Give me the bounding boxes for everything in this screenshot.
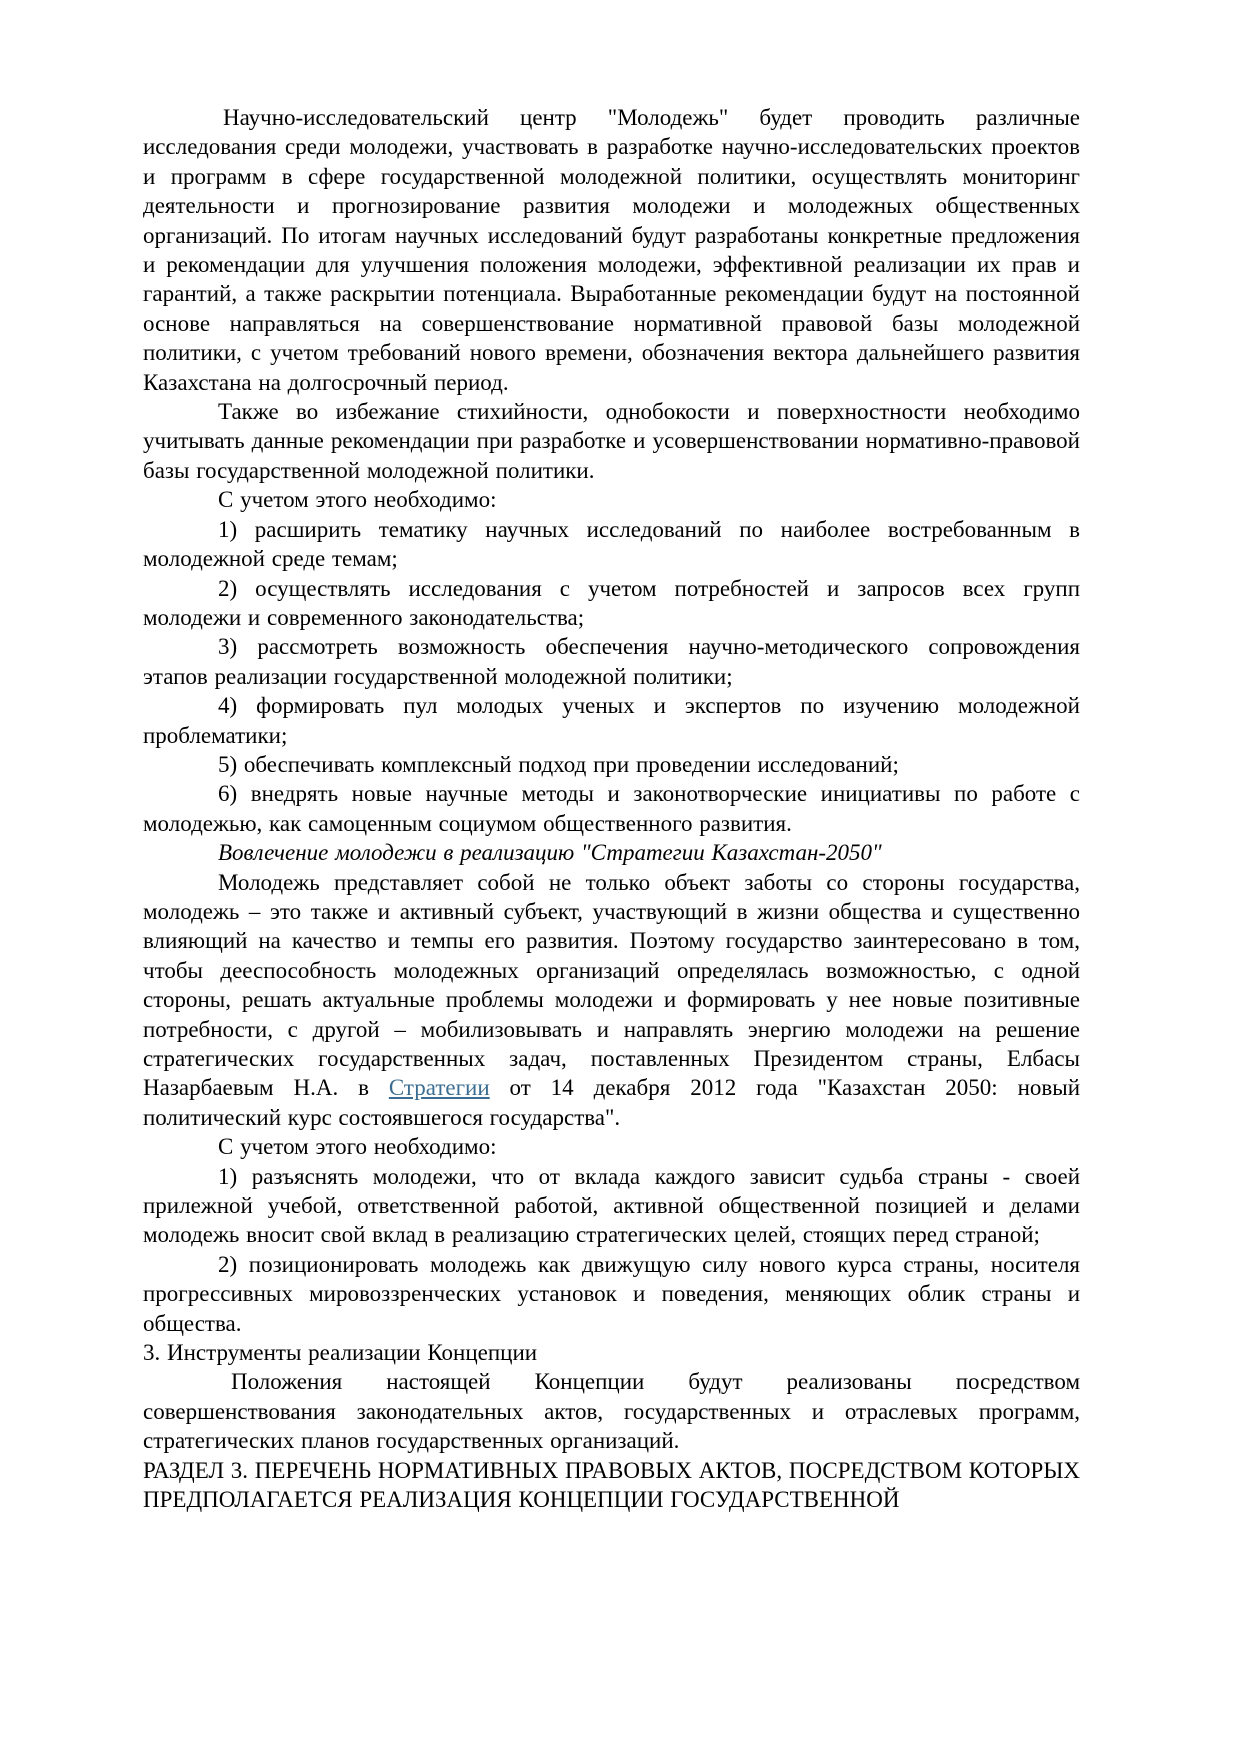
list-item-2-2: 2) позиционировать молодежь как движущую силу нового курса страны, носителя прогрессивных мировоззренческих установок и поведения, меняющих облик страны и общества. — [143, 1251, 1080, 1336]
paragraph-implementation: Положения настоящей Концепции будут реализованы посредством совершенствования законодательных актов, государственных и отраслевых программ, стратегических планов государственных организаций. — [143, 1369, 1080, 1454]
paragraph-youth-subject — [143, 868, 1080, 1133]
list-item-1-2: 2) осуществлять исследования с учетом потребностей и запросов всех групп молодежи и современного законодательства; — [143, 575, 1080, 630]
list-item-1-5: 5) обеспечивать комплексный подход при проведении исследований; — [218, 751, 899, 777]
list-intro-1: С учетом этого необходимо: — [218, 487, 497, 513]
paragraph-youth-subject-text: Молодежь представляет собой не только объект заботы со стороны государства, молодежь – это также и активный субъект, участвующий в жизни общества и существенно влияющий на качество и темпы его развития. Поэтому государство заинтересовано в том, чтобы дееспособность молодежных организаций определялась возможностью, с одной стороны, решать актуальные проблемы молодежи и формировать у нее новые позитивные потребности, с другой – мобилизовывать и направлять энергию молодежи на решение стратегических государственных задач, поставленных Президентом страны, Елбасы Назарбаевым Н.А. в — [143, 869, 1080, 1101]
list-item-1-3: 3) рассмотреть возможность обеспечения научно-методического сопровождения этапов реализации государственной молодежной политики; — [143, 634, 1080, 689]
paragraph-recommendations: Также во избежание стихийности, однобокости и поверхностности необходимо учитывать данные рекомендации при разработке и усовершенствовании нормативно-правовой базы государственной молодежной политики. — [143, 399, 1080, 483]
paragraph-research-center: Научно-исследовательский центр "Молодежь" будет проводить различные исследования среди молодежи, участвовать в разработке научно-исследовательских проектов и программ в сфере государственной молодежной политики, осуществлять мониторинг деятельности и прогнозирование развития молодежи и молодежных общественных организаций. По итогам научных исследований будут разработаны конкретные предложения и рекомендации для улучшения положения молодежи, эффективной реализации их прав и гарантий, а также раскрытии потенциала. Выработанные рекомендации будут на постоянной основе направляться на совершенствование нормативной правовой базы молодежной политики, с учетом требований нового времени, обозначения вектора дальнейшего развития Казахстана на долгосрочный период. — [143, 105, 1080, 395]
heading-razdel-3: РАЗДЕЛ 3. ПЕРЕЧЕНЬ НОРМАТИВНЫХ ПРАВОВЫХ АКТОВ, ПОСРЕДСТВОМ КОТОРЫХ ПРЕДПОЛАГАЕТСЯ РЕАЛИЗАЦИЯ КОНЦЕПЦИИ ГОСУДАРСТВЕННОЙ — [143, 1457, 1080, 1513]
list-item-1-6: 6) внедрять новые научные методы и законотворческие инициативы по работе с молодежью, как самоценным социумом общественного развития. — [143, 781, 1080, 836]
list-intro-2: С учетом этого необходимо: — [218, 1134, 497, 1160]
paragraph-youth-subject-tail: от 14 декабря 2012 года "Казахстан 2050: новый политический курс состоявшегося государства". — [143, 1075, 1080, 1130]
list-item-1-1: 1) расширить тематику научных исследований по наиболее востребованным в молодежной среде темам; — [143, 516, 1080, 572]
list-item-1-4: 4) формировать пул молодых ученых и экспертов по изучению молодежной проблематики; — [143, 693, 1080, 748]
subheading-youth-involvement: Вовлечение молодежи в реализацию "Стратегии Казахстан-2050" — [218, 840, 882, 866]
list-item-2-1: 1) разъяснять молодежи, что от вклада каждого зависит судьба страны - своей прилежной учебой, ответственной работой, активной общественной позицией и делами молодежь вносит свой вклад в реализацию стратегических целей, стоящих перед страной; — [143, 1163, 1080, 1248]
heading-section-3-instruments: 3. Инструменты реализации Концепции — [143, 1340, 538, 1366]
strategy-link[interactable]: Стратегии — [388, 1075, 490, 1101]
